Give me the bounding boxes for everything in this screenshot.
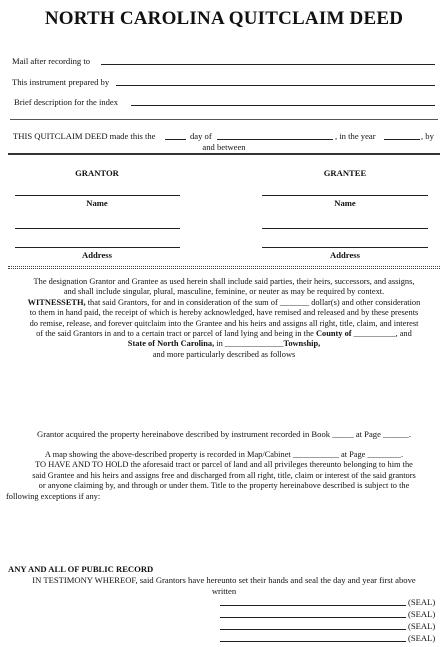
divider <box>10 119 438 120</box>
prepared-by-field[interactable] <box>116 85 435 86</box>
county-field[interactable]: __________, and <box>353 329 412 339</box>
grantee-heading: GRANTEE <box>323 168 367 178</box>
divider-thick <box>8 153 440 155</box>
grantor-name-label: Name <box>86 198 108 208</box>
grantor-address-line2[interactable] <box>15 247 180 248</box>
seal-label-3: (SEAL) <box>408 621 436 631</box>
document-title: NORTH CAROLINA QUITCLAIM DEED <box>44 8 404 29</box>
map-line: A map showing the above-described property is recorded in Map/Cabinet ___________ at Page ________. <box>44 450 404 459</box>
public-record-heading: ANY AND ALL OF PUBLIC RECORD <box>8 564 154 574</box>
seal-label-4: (SEAL) <box>408 633 436 643</box>
grantee-address-line1[interactable] <box>262 228 428 229</box>
intro-text-between: and between <box>202 142 246 152</box>
county-label: County of <box>315 329 352 339</box>
mail-after-label: Mail after recording to <box>12 56 91 66</box>
acquired-line: Grantor acquired the property hereinabove described by instrument recorded in Book _____ at Page ______. <box>37 429 411 439</box>
intro-text-c: , in the year <box>335 131 376 141</box>
witnesseth-line <box>6 329 442 339</box>
brief-description-label: Brief description for the index <box>14 97 119 107</box>
grantor-heading: GRANTOR <box>75 168 119 178</box>
definition-line: and shall include singular, plural, masculine, feminine, or neuter as may be required by context. <box>63 287 385 297</box>
grantor-address-line1[interactable] <box>15 228 180 229</box>
witnesseth-text: of the said Grantors in and to a certain tract or parcel of land lying and being in the <box>36 329 314 339</box>
definition-line: The designation Grantor and Grantee as used herein shall include said parties, their heirs, successors, and assigns, <box>33 277 415 286</box>
signature-line-3[interactable] <box>220 629 406 630</box>
township-label: Township, <box>283 339 321 349</box>
witnesseth-line: do remise, release, and forever quitclaim into the Grantee and his heirs and assigns all right, title, claim, and interest <box>29 318 419 328</box>
divider-dotted <box>8 266 440 267</box>
grantor-name-field[interactable] <box>15 195 180 196</box>
map-line: following exceptions if any: <box>6 491 101 501</box>
intro-text-a: THIS QUITCLAIM DEED made this the <box>13 131 156 141</box>
signature-line-1[interactable] <box>220 605 406 606</box>
witnesseth-text: that said Grantors, for and in consideration of the sum of _______ dollar(s) and other consideration <box>87 297 421 307</box>
day-field[interactable] <box>165 139 186 140</box>
map-line: said Grantee and his heirs and assigns free and discharged from all right, title, claim or interest of the said grantors <box>32 470 416 480</box>
testimony-line: IN TESTIMONY WHEREOF, said Grantors have hereunto set their hands and seal the day and year first above <box>32 575 416 585</box>
brief-description-field[interactable] <box>131 105 435 106</box>
grantee-name-label: Name <box>334 198 356 208</box>
divider-dotted-2 <box>8 268 440 269</box>
map-paragraph <box>4 450 444 502</box>
intro-text-d: , by <box>421 131 434 141</box>
state-label: State of North Carolina, <box>127 339 215 349</box>
witnesseth-line <box>6 339 442 349</box>
map-line: TO HAVE AND TO HOLD the aforesaid tract or parcel of land and all privileges thereunto belonging to him the <box>35 460 413 470</box>
signature-line-4[interactable] <box>220 641 406 642</box>
grantor-address-label: Address <box>82 250 112 260</box>
grantee-name-field[interactable] <box>262 195 428 196</box>
seal-label-1: (SEAL) <box>408 597 436 607</box>
month-field[interactable] <box>217 139 333 140</box>
grantee-address-line2[interactable] <box>262 247 428 248</box>
witnesseth-line: to them in hand paid, the receipt of which is hereby acknowledged, have remised and released and by these presents <box>29 308 419 318</box>
seal-label-2: (SEAL) <box>408 609 436 619</box>
township-field[interactable]: in ______________ <box>216 339 284 349</box>
witnesseth-line: and more particularly described as follows <box>152 349 296 359</box>
witnesseth-line <box>6 298 442 308</box>
witnesseth-label: WITNESSETH, <box>27 297 86 307</box>
written-line: written <box>211 586 237 596</box>
mail-after-field[interactable] <box>101 64 435 65</box>
signature-line-2[interactable] <box>220 617 406 618</box>
map-line: or anyone claiming by, and through or under them. Title to the property hereinabove described is subject to the <box>38 481 410 491</box>
year-field[interactable] <box>384 139 420 140</box>
intro-text-b: day of <box>190 131 212 141</box>
grantee-address-label: Address <box>330 250 360 260</box>
definition-paragraph <box>6 277 442 360</box>
prepared-by-label: This instrument prepared by <box>12 77 110 87</box>
